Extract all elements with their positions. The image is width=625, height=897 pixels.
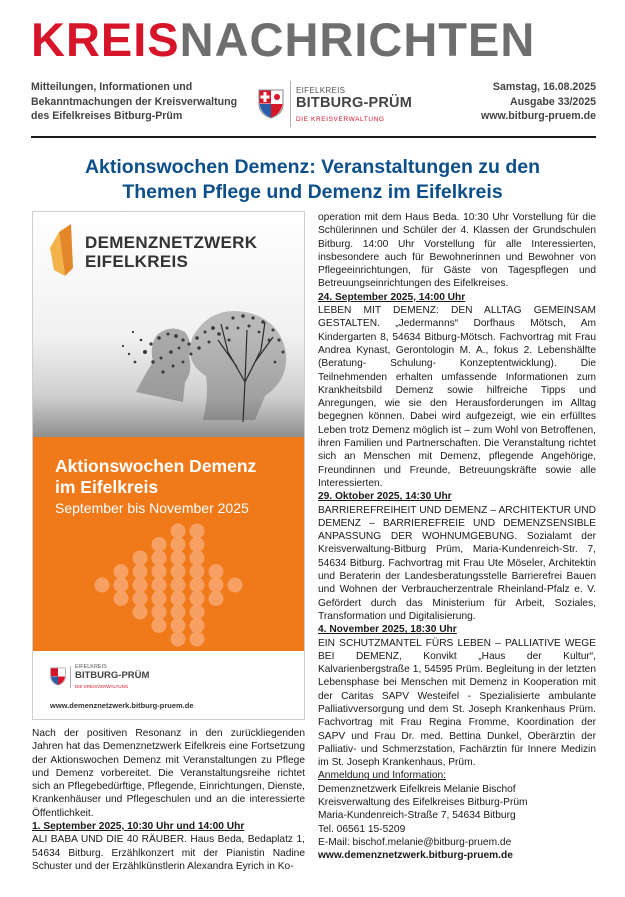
coat-of-arms-icon — [258, 89, 284, 119]
poster-dot — [152, 564, 167, 579]
publisher-description: Mitteilungen, Informationen und Bekanntmachungen der Kreisverwaltung des Eifelkreises Bitburg-Prüm — [31, 81, 238, 122]
website-link[interactable]: www.bitburg-pruem.de — [481, 110, 596, 122]
poster-dot — [190, 564, 205, 579]
poster-dot — [190, 591, 205, 606]
poster-dot — [209, 591, 224, 606]
event-4-date: 4. November 2025, 18:30 Uhr — [318, 624, 457, 636]
issue-info — [426, 80, 596, 124]
poster-dot — [133, 605, 148, 620]
poster-dot — [152, 605, 167, 620]
event-3-date: 29. Oktober 2025, 14:30 Uhr — [318, 491, 452, 503]
poster-dot — [133, 564, 148, 579]
article-column-left — [32, 727, 305, 873]
poster-dot — [171, 605, 186, 620]
poster-dot — [95, 578, 110, 593]
contact-phone: Tel. 06561 15-5209 — [318, 823, 406, 835]
poster-dot — [152, 537, 167, 552]
poster-dot — [152, 618, 167, 633]
masthead-kreis: KREIS — [31, 13, 180, 66]
issue-number: Ausgabe 33/2025 — [510, 95, 596, 108]
article-column-right — [318, 211, 596, 863]
event-poster — [32, 211, 305, 720]
poster-dot — [209, 578, 224, 593]
header-rule — [31, 136, 596, 138]
poster-dot — [190, 632, 205, 647]
intro-paragraph: Nach der positiven Resonanz in den zurückliegenden Jahren hat das Demenznetzwerk Eifelkreis eine Fortsetzung der Aktionswochen Demenz mit Veranstaltungen zu Pflege und Demenz vorbereitet. Die Veranstaltungsreihe richtet sich an Pflegebedürftige, Pflegende, Einrichtungen, Dienste, Krankenhäuser und Pflegeschulen und an die interessierte Öffentlichkeit. — [32, 728, 305, 819]
contact-line2: Kreisverwaltung des Eifelkreises Bitburg-Prüm — [318, 797, 528, 809]
poster-dot — [171, 537, 186, 552]
poster-org-line2: EIFELKREIS — [85, 252, 189, 271]
poster-dot — [114, 578, 129, 593]
event-1-text-continued: operation mit dem Haus Beda. 10:30 Uhr Vorstellung für die Schülerinnen und Schüler der 4. Klassen der Grundschulen Bitburg. 14:00 Uhr Vorstellung für alle Interessierten, insbesondere auch für Bewohnerinnen und Bewohner von Pflegeeinrichtungen, für Gäste von Tagespflegen und Betreuungseinrichtungen des Eifelkreises. — [318, 212, 596, 290]
poster-dot — [171, 564, 186, 579]
poster-subtitle: September bis November 2025 — [55, 500, 249, 516]
event-2-date: 24. September 2025, 14:00 Uhr — [318, 291, 466, 303]
poster-dot — [209, 564, 224, 579]
poster-district-logo — [50, 664, 149, 689]
event-2-text: LEBEN MIT DEMENZ: DEN ALLTAG GEMEINSAM GESTALTEN. „Jedermanns“ Dorfhaus Mötsch, Am Kindergarten 8, 54634 Bitburg-Mötsch. Fachvortrag mit Frau Andrea Kynast, Gerontologin M. A., fokus 2. Lebenshälfte (Beratung- Schulung- Konzeptentwicklung). Die Teilnehmenden erhalten umfassende Informationen zum Krankheitsbild Demenz sowie hilfreiche Tipps und Anregungen, wie sie den Herausforderungen im Alltag begegnen können. Dabei wird aufgezeigt, wie ein erfülltes Leben trotz Demenz möglich ist – zum Wohl von Betroffenen, ihren Familien und Partnerschaften. Die Veranstaltung richtet sich an Menschen mit Demenz, pflegende Angehörige, Freundinnen und Freunde, Betreuungskräfte sowie alle Interessierten. — [318, 305, 596, 489]
contact-email[interactable]: E-Mail: bischof.melanie@bitburg-pruem.de — [318, 836, 512, 848]
logo-divider — [290, 81, 291, 127]
poster-logo-small: EIFELKREIS — [75, 664, 107, 670]
poster-dot — [133, 591, 148, 606]
district-logo — [258, 80, 420, 128]
poster-logo-sub: DIE KREISVERWALTUNG — [75, 684, 129, 689]
poster-dot — [152, 551, 167, 566]
poster-dot — [228, 578, 243, 593]
poster-orange-panel — [33, 437, 304, 719]
poster-logo-big: BITBURG-PRÜM — [75, 670, 150, 681]
contact-url[interactable]: www.demenznetzwerk.bitburg-pruem.de — [318, 850, 513, 862]
poster-dot — [171, 578, 186, 593]
contact-line1: Demenznetzwerk Eifelkreis Melanie Bischof — [318, 783, 516, 795]
poster-logo-divider — [70, 666, 71, 688]
poster-dot — [190, 537, 205, 552]
article-headline: Aktionswochen Demenz: Veranstaltungen zu den Themen Pflege und Demenz im Eifelkreis — [84, 156, 541, 203]
poster-dot — [171, 551, 186, 566]
poster-title — [55, 456, 256, 498]
poster-dot — [190, 605, 205, 620]
poster-dot — [190, 618, 205, 633]
poster-organisation — [85, 233, 257, 271]
poster-footer — [33, 651, 304, 719]
poster-dot — [171, 618, 186, 633]
poster-dot — [190, 524, 205, 539]
poster-dot — [133, 578, 148, 593]
poster-dot — [152, 578, 167, 593]
poster-dot — [171, 632, 186, 647]
event-1-text: ALI BABA UND DIE 40 RÄUBER. Haus Beda, Bedaplatz 1, 54634 Bitburg. Erzählkonzert mit der Pianistin Nadine Schuster und der Erzählkünstlerin Alexandra Eyrich in Ko- — [32, 834, 305, 872]
poster-title-line2: im Eifelkreis — [55, 477, 159, 497]
logo-kreisverwaltung: DIE KREISVERWALTUNG — [296, 115, 385, 123]
poster-dot — [171, 524, 186, 539]
poster-title-line1: Aktionswochen Demenz — [55, 456, 257, 476]
poster-coat-of-arms-icon — [50, 667, 66, 686]
issue-date: Samstag, 16.08.2025 — [492, 81, 596, 93]
event-1-date: 1. September 2025, 10:30 Uhr und 14:00 Uhr — [32, 821, 245, 833]
event-3-text: BARRIEREFREIHEIT UND DEMENZ – ARCHITEKTUR UND DEMENZ – BARRIEREFREIE UND DEMENZSENSIBLE ANPASSUNG DER WOHNUMGEBUNG. Sozialamt der Kreisverwaltung-Bitburg Prüm, Maria-Kundenreich-Str. 7, 54634 Bitburg. Fachvortrag mit Frau Ute Möseler, Architektin und Beraterin der Landesberatungsstelle Barrierefrei Bauen und Wohnen der Verbraucherzentrale Rheinland-Pfalz e. V. Gefördert durch das Ministerium für Arbeit, Soziales, Transformation und Digitalisierung. — [318, 504, 596, 622]
logo-eifelkreis: EIFELKREIS — [296, 85, 346, 95]
contact-heading: Anmeldung und Information: — [318, 770, 446, 782]
poster-dot — [190, 551, 205, 566]
poster-dot — [114, 591, 129, 606]
poster-dot — [152, 591, 167, 606]
event-4-text: EIN SCHUTZMANTEL FÜRS LEBEN – PALLIATIVE WEGE BEI DEMENZ, Konvikt „Haus der Kultur“, Kalvarienbergstraße 1, 54595 Prüm. Begleitung in der letzten Lebensphase bei Menschen mit Demenz in Kooperation mit der Caritas SAPV Westeifel - Spezialisierte ambulante Palliativversorgung und dem St. Joseph Krankenhaus Prüm. Fachvortrag mit Frau Regina Fromme, Koordination der SAPV und Frau Dr. med. Bettina Dunkel, Oberärztin der Palliativ- und Schmerzstation, Fachärztin für Innere Medizin im St. Joseph Krankenhaus, Prüm. — [318, 637, 596, 769]
poster-org-line1: DEMENZNETZWERK — [85, 233, 258, 252]
contact-line3: Maria-Kundenreich-Straße 7, 54634 Bitburg — [318, 810, 516, 822]
poster-dot — [133, 551, 148, 566]
logo-bitburg-pruem: BITBURG-PRÜM — [296, 94, 412, 111]
masthead-title — [31, 13, 597, 66]
poster-url[interactable]: www.demenznetzwerk.bitburg-pruem.de — [50, 701, 194, 710]
poster-dot — [114, 564, 129, 579]
masthead-nachrichten: NACHRICHTEN — [179, 13, 536, 66]
poster-dot — [171, 591, 186, 606]
poster-dot — [190, 578, 205, 593]
